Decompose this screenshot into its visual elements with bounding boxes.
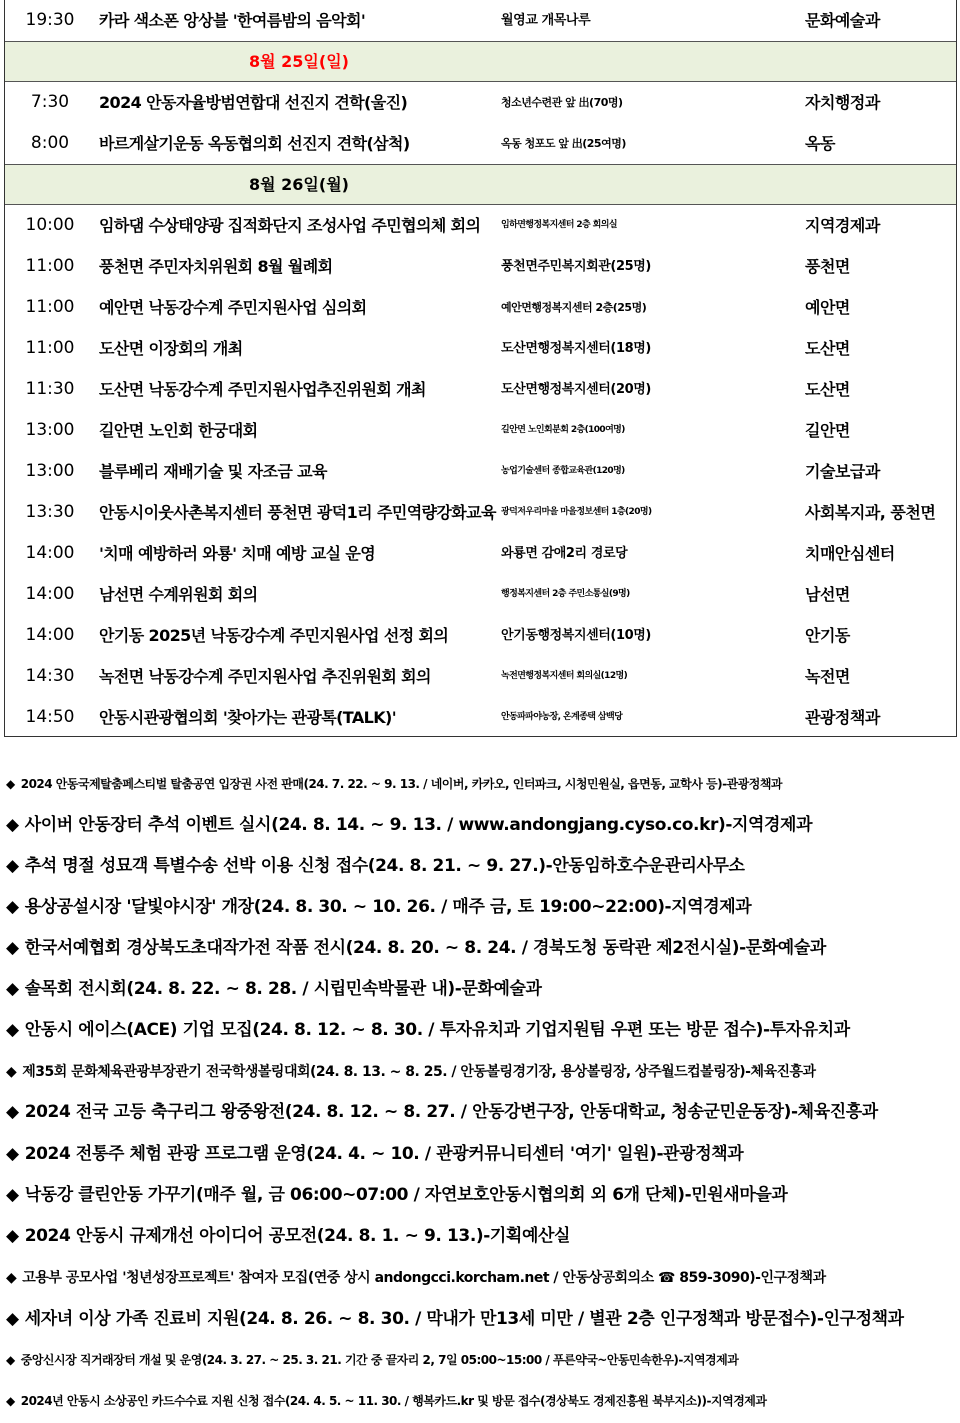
event-title: 안기동 2025년 낙동강수계 주민지원사업 선정 회의: [99, 626, 449, 645]
notice-text: 2024 전국 고등 축구리그 왕중왕전(24. 8. 12. ~ 8. 27. / 안동강변구장, 안동대학교, 청송군민운동장)-체육진흥과: [24, 1102, 878, 1122]
schedule-row: [5, 410, 956, 451]
notice-item: [6, 809, 956, 841]
diamond-bullet-icon: ◆: [6, 1353, 15, 1367]
event-title: 카라 색소폰 앙상블 '한여름밤의 음악회': [99, 11, 366, 30]
diamond-bullet-icon: ◆: [6, 1226, 19, 1246]
schedule-row: [5, 492, 956, 533]
event-department: 문화예술과: [805, 11, 880, 30]
event-place: 길안면 노인회분회 2층(100여명): [501, 425, 625, 435]
schedule-row: [5, 246, 956, 287]
notice-text: 2024 전통주 체험 관광 프로그램 운영(24. 4. ~ 10. / 관광커뮤니티센터 '여기' 일원)-관광정책과: [24, 1144, 744, 1164]
event-department: 도산면: [805, 339, 850, 358]
event-time: 11:00: [25, 338, 75, 358]
event-time: 14:50: [25, 707, 75, 727]
diamond-bullet-icon: ◆: [6, 1144, 19, 1164]
notice-text: 고용부 공모사업 '청년성장프로젝트' 참여자 모집(연중 상시 andongcci.korcham.net / 안동상공회의소 ☎ 859-3090)-인구정책과: [22, 1270, 826, 1286]
event-time: 13:00: [25, 420, 75, 440]
event-title: 길안면 노인회 한궁대회: [99, 421, 258, 440]
notice-text: 낙동강 클린안동 가꾸기(매주 월, 금 06:00~07:00 / 자연보호안동시협의회 외 6개 단체)-민원새마을과: [24, 1185, 788, 1205]
schedule-row: [5, 656, 956, 697]
notice-item: [6, 891, 956, 923]
event-title: 2024 안동자율방범연합대 선진지 견학(울진): [99, 93, 408, 112]
schedule-row: [5, 287, 956, 328]
event-title: 예안면 낙동강수계 주민지원사업 심의회: [99, 298, 367, 317]
notice-text: 추석 명절 성묘객 특별수송 선박 이용 신청 접수(24. 8. 21. ~ 9. 27.)-안동임하호수운관리사무소: [24, 856, 745, 876]
event-department: 길안면: [805, 421, 850, 440]
notice-item: [6, 1179, 956, 1211]
schedule-row: [5, 615, 956, 656]
event-time: 14:30: [25, 666, 75, 686]
event-place: 안동파파야농장, 온계종택 삼백당: [501, 712, 623, 722]
event-place: 예안면행정복지센터 2층(25명): [501, 301, 647, 314]
date-label: 8월 26일(월): [249, 175, 349, 194]
notice-text: 사이버 안동장터 추석 이벤트 실시(24. 8. 14. ~ 9. 13. / www.andongjang.cyso.co.kr)-지역경제과: [24, 815, 813, 835]
event-place: 와룡면 감애2리 경로당: [501, 546, 628, 561]
event-department: 기술보급과: [805, 462, 880, 481]
event-department: 도산면: [805, 380, 850, 399]
event-place: 청소년수련관 앞 出(70명): [501, 96, 623, 109]
date-header: [5, 164, 956, 205]
event-time: 13:00: [25, 461, 75, 481]
diamond-bullet-icon: ◆: [6, 856, 19, 876]
diamond-bullet-icon: ◆: [6, 1270, 17, 1286]
event-department: 사회복지과, 풍천면: [805, 503, 936, 522]
date-label: 8월 25일(일): [249, 52, 349, 71]
notice-text: 세자녀 이상 가족 진료비 지원(24. 8. 26. ~ 8. 30. / 막내가 만13세 미만 / 별관 2층 인구정책과 방문접수)-인구정책과: [24, 1309, 904, 1329]
event-place: 농업기술센터 종합교육관(120명): [501, 466, 625, 476]
event-time: 13:30: [25, 502, 75, 522]
notice-item: [6, 1344, 956, 1376]
diamond-bullet-icon: ◆: [6, 815, 19, 835]
event-time: 11:00: [25, 256, 75, 276]
diamond-bullet-icon: ◆: [6, 1020, 19, 1040]
event-title: 안동시관광협의회 '찾아가는 관광톡(TALK)': [99, 708, 397, 727]
notice-item: [6, 1385, 956, 1417]
diamond-bullet-icon: ◆: [6, 897, 19, 917]
date-header: [5, 41, 956, 82]
notice-text: 솔목회 전시회(24. 8. 22. ~ 8. 28. / 시립민속박물관 내)-문화예술과: [24, 979, 542, 999]
schedule-row: [5, 533, 956, 574]
diamond-bullet-icon: ◆: [6, 1394, 15, 1408]
event-department: 관광정책과: [805, 708, 880, 727]
event-place: 도산면행정복지센터(20명): [501, 382, 651, 397]
event-place: 월영교 개목나루: [501, 13, 591, 28]
event-title: 안동시이웃사촌복지센터 풍천면 광덕1리 주민역량강화교육: [99, 503, 496, 522]
event-department: 치매안심센터: [805, 544, 895, 563]
event-title: 도산면 이장회의 개최: [99, 339, 243, 358]
diamond-bullet-icon: ◆: [6, 1185, 19, 1205]
event-title: 블루베리 재배기술 및 자조금 교육: [99, 462, 327, 481]
event-place: 안기동행정복지센터(10명): [501, 628, 651, 643]
notice-text: 2024 안동국제탈춤페스티벌 탈춤공연 입장권 사전 판매(24. 7. 22. ~ 9. 13. / 네이버, 카카오, 인터파크, 시청민원실, 읍면동, 교학사 등)-관광정책과: [20, 777, 783, 791]
diamond-bullet-icon: ◆: [6, 1064, 17, 1080]
event-place: 임하면행정복지센터 2층 회의실: [501, 220, 617, 230]
notice-text: 2024년 안동시 소상공인 카드수수료 지원 신청 접수(24. 4. 5. ~ 11. 30. / 행복카드.kr 및 방문 접수(경상북도 경제진흥원 북부지소))-지역경제과: [20, 1394, 767, 1408]
event-time: 14:00: [25, 543, 75, 563]
event-time: 19:30: [25, 10, 75, 30]
event-department: 옥동: [805, 134, 835, 153]
notice-item: [6, 973, 956, 1005]
notice-text: 안동시 에이스(ACE) 기업 모집(24. 8. 12. ~ 8. 30. / 투자유치과 기업지원팀 우편 또는 방문 접수)-투자유치과: [24, 1020, 850, 1040]
event-title: 임하댐 수상태양광 집적화단지 조성사업 주민협의체 회의: [99, 216, 481, 235]
schedule-row: [5, 123, 956, 164]
schedule-row: [5, 451, 956, 492]
event-department: 예안면: [805, 298, 850, 317]
event-department: 안기동: [805, 626, 850, 645]
notice-text: 중앙신시장 직거래장터 개설 및 운영(24. 3. 27. ~ 25. 3. 21. 기간 중 끝자리 2, 7일 05:00~15:00 / 푸른약국~안동민속한우)-지역경제과: [20, 1353, 739, 1367]
schedule-table: [4, 0, 957, 737]
schedule-row: [5, 574, 956, 615]
event-time: 10:00: [25, 215, 75, 235]
event-place: 옥동 청포도 앞 出(25여명): [501, 137, 626, 150]
diamond-bullet-icon: ◆: [6, 777, 15, 791]
event-place: 광덕저우리마을 마을정보센터 1층(20명): [501, 507, 652, 517]
event-department: 풍천면: [805, 257, 850, 276]
notice-item: [6, 1096, 956, 1128]
schedule-row: [5, 0, 956, 41]
event-time: 7:30: [30, 92, 70, 112]
notice-text: 용상공설시장 '달빛야시장' 개장(24. 8. 30. ~ 10. 26. / 매주 금, 토 19:00~22:00)-지역경제과: [24, 897, 752, 917]
event-department: 자치행정과: [805, 93, 880, 112]
notice-text: 2024 안동시 규제개선 아이디어 공모전(24. 8. 1. ~ 9. 13.)-기획예산실: [24, 1226, 571, 1246]
event-place: 행정복지센터 2층 주민소통실(9명): [501, 589, 630, 599]
notice-item: [6, 1220, 956, 1252]
event-time: 11:30: [25, 379, 75, 399]
notice-text: 한국서예협회 경상북도초대작가전 작품 전시(24. 8. 20. ~ 8. 24. / 경북도청 동락관 제2전시실)-문화예술과: [24, 938, 826, 958]
event-place: 녹전면행정복지센터 회의실(12명): [501, 671, 628, 681]
notice-item: [6, 1056, 956, 1088]
diamond-bullet-icon: ◆: [6, 979, 19, 999]
event-time: 14:00: [25, 625, 75, 645]
event-department: 녹전면: [805, 667, 850, 686]
notice-item: [6, 1303, 956, 1335]
notice-item: [6, 1138, 956, 1170]
diamond-bullet-icon: ◆: [6, 938, 19, 958]
event-title: 도산면 낙동강수계 주민지원사업추진위원회 개최: [99, 380, 426, 399]
schedule-row: [5, 205, 956, 246]
schedule-row: [5, 82, 956, 123]
event-place: 도산면행정복지센터(18명): [501, 341, 651, 356]
event-title: '치매 예방하러 와룡' 치매 예방 교실 운영: [99, 544, 376, 563]
event-time: 8:00: [30, 133, 70, 153]
diamond-bullet-icon: ◆: [6, 1309, 19, 1329]
notice-text: 제35회 문화체육관광부장관기 전국학생볼링대회(24. 8. 13. ~ 8. 25. / 안동볼링경기장, 용상볼링장, 상주월드컵볼링장)-체육진흥과: [22, 1064, 816, 1080]
notice-item: [6, 932, 956, 964]
notice-item: [6, 1262, 956, 1294]
schedule-row: [5, 328, 956, 369]
notice-item: [6, 850, 956, 882]
event-title: 녹전면 낙동강수계 주민지원사업 추진위원회 회의: [99, 667, 431, 686]
event-title: 바르게살기운동 옥동협의회 선진지 견학(삼척): [99, 134, 410, 153]
event-title: 풍천면 주민자치위원회 8월 월례회: [99, 257, 333, 276]
event-place: 풍천면주민복지회관(25명): [501, 259, 651, 274]
event-title: 남선면 수계위원회 회의: [99, 585, 258, 604]
schedule-row: [5, 369, 956, 410]
schedule-row: [5, 697, 956, 738]
event-time: 11:00: [25, 297, 75, 317]
event-department: 남선면: [805, 585, 850, 604]
event-department: 지역경제과: [805, 216, 880, 235]
event-time: 14:00: [25, 584, 75, 604]
notice-item: [6, 1014, 956, 1046]
notice-item: [6, 768, 956, 800]
diamond-bullet-icon: ◆: [6, 1102, 19, 1122]
